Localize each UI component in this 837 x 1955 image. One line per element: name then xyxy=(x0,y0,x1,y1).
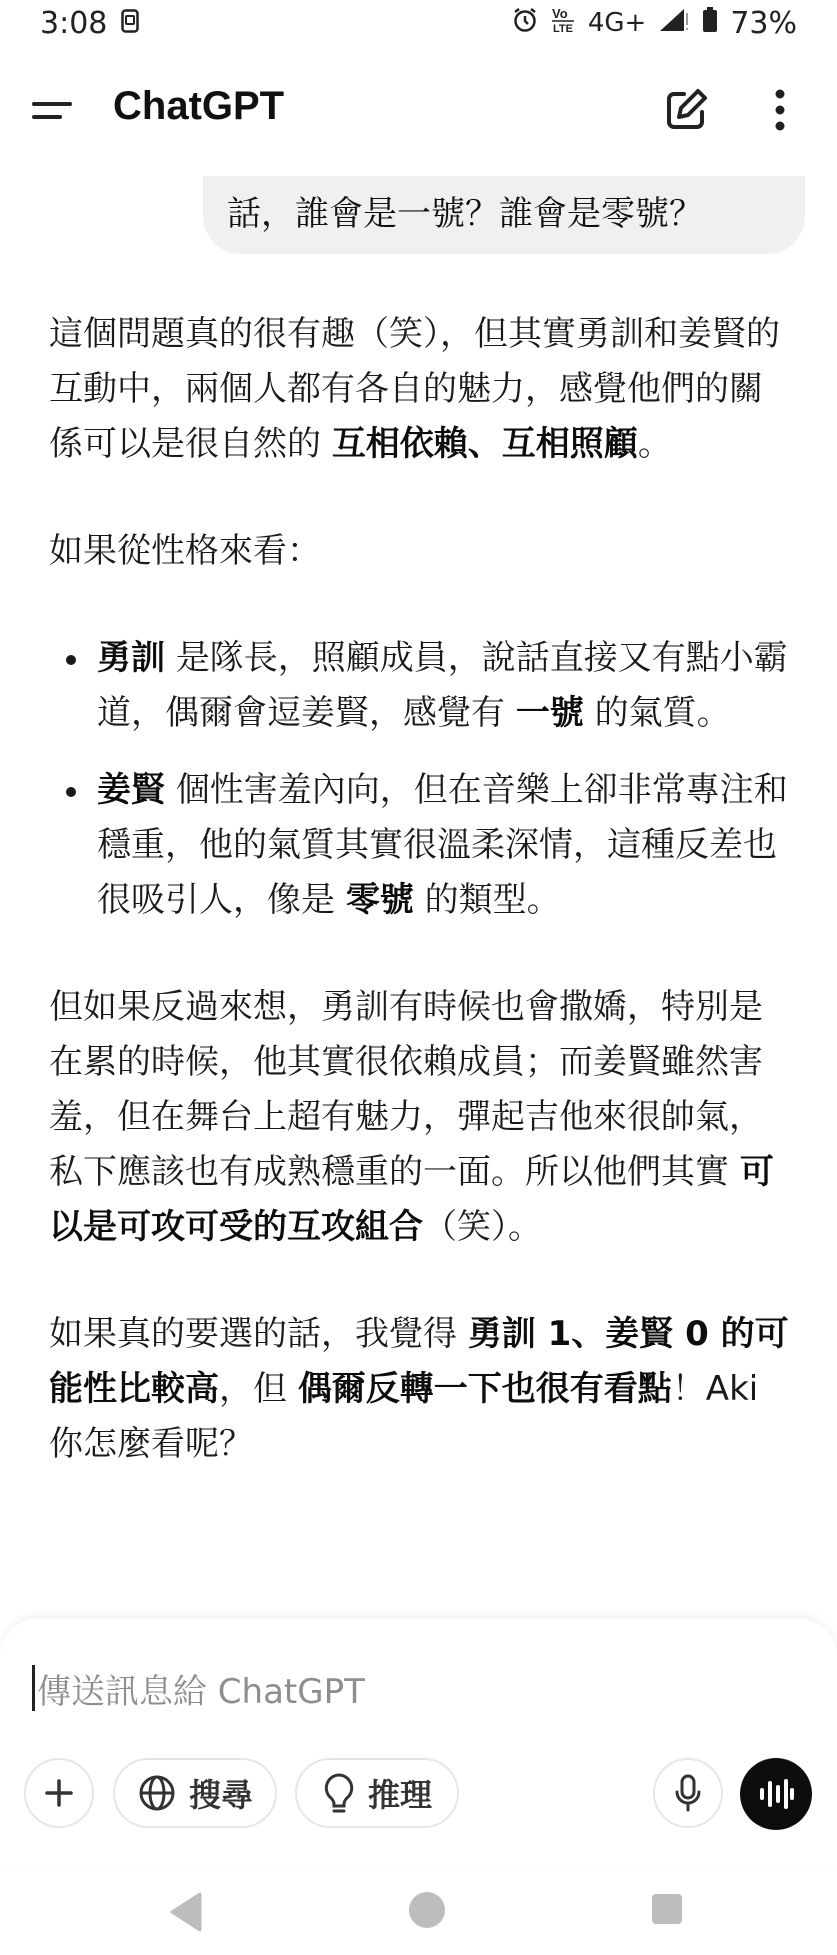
list-item xyxy=(49,763,795,928)
voice-mode-button[interactable] xyxy=(740,1758,812,1830)
battery-icon xyxy=(702,7,718,40)
user-message xyxy=(203,176,805,254)
text-segment: 是隊長，照顧成員，說話直接又有點小霸道，偶爾會逗姜賢，感覺有 xyxy=(97,638,788,733)
text-segment: 的類型。 xyxy=(424,880,561,920)
network-type: 4G+ xyxy=(587,8,647,38)
assistant-paragraph-3 xyxy=(49,980,795,1255)
svg-text:LTE: LTE xyxy=(552,22,573,35)
plus-icon xyxy=(43,1777,75,1809)
assistant-paragraph-2: 如果從性格來看： xyxy=(49,531,321,571)
app-title: ChatGPT xyxy=(113,84,285,128)
bold-segment: 互相依賴、互相照顧 xyxy=(331,424,638,464)
assistant-paragraph-1 xyxy=(49,307,795,472)
globe-icon xyxy=(137,1773,177,1813)
message-input[interactable] xyxy=(32,1658,792,1718)
text-segment: 但如果反過來想，勇訓有時候也會撒嬌，特別是在累的時候，他其實很依賴成員；而姜賢雖然害羞，但在舞台上超有魅力，彈起吉他來很帥氣，私下應該也有成熟穩重的一面。所以他們其實 xyxy=(49,987,763,1192)
notification-icon xyxy=(121,6,139,41)
composer xyxy=(0,1618,837,1868)
alarm-icon xyxy=(512,7,538,40)
bold-segment: 偶爾反轉一下也很有看點 xyxy=(297,1369,672,1409)
bold-segment: 一號 xyxy=(515,693,584,733)
home-circle-icon[interactable] xyxy=(409,1892,445,1928)
text-segment: （笑）。 xyxy=(423,1207,542,1247)
text-segment: ，但 xyxy=(219,1369,287,1409)
text-segment: 如果真的要選的話，我覺得 xyxy=(49,1314,457,1354)
microphone-icon xyxy=(673,1773,703,1813)
edit-icon[interactable] xyxy=(662,86,710,134)
bold-segment: 可以是可攻可受的互攻組合 xyxy=(49,1152,774,1247)
text-segment: 個性害羞內向，但在音樂上卻非常專注和穩重，他的氣質其實很溫柔深情，這種反差也很吸引人，像是 xyxy=(97,770,788,920)
system-nav-bar xyxy=(0,1868,837,1955)
text-segment: 這個問題真的很有趣（笑），但其實勇訓和姜賢的互動中，兩個人都有各自的魅力，感覺他們的關係可以是很自然的 xyxy=(49,314,780,464)
microphone-button[interactable] xyxy=(653,1758,723,1828)
recent-square-icon[interactable] xyxy=(652,1894,682,1924)
battery-level: 73% xyxy=(730,5,797,41)
menu-icon[interactable] xyxy=(32,88,82,132)
text-segment: 的氣質。 xyxy=(594,693,731,733)
voice-mode-icon xyxy=(756,1777,796,1811)
search-button[interactable] xyxy=(113,1758,277,1828)
signal-icon xyxy=(658,7,690,40)
search-button-label: 搜尋 xyxy=(188,1776,253,1814)
reason-button-label: 推理 xyxy=(367,1776,432,1814)
list-item xyxy=(49,631,795,741)
bold-segment: 零號 xyxy=(345,880,414,920)
text-segment: ！Aki 你怎麼看呢？ xyxy=(49,1369,759,1464)
bold-segment: 勇訓 1、姜賢 0 的可能性比較高 xyxy=(49,1314,789,1409)
volte-lte-icon xyxy=(550,5,576,42)
status-time: 3:08 xyxy=(40,5,108,41)
text-segment: 。 xyxy=(637,424,672,464)
assistant-message xyxy=(49,307,795,1472)
trait-list xyxy=(49,631,795,928)
bold-segment: 姜賢 xyxy=(97,770,165,810)
assistant-paragraph-4 xyxy=(49,1307,795,1472)
svg-text:Vo: Vo xyxy=(551,5,568,21)
app-bar xyxy=(0,70,837,150)
reason-button[interactable] xyxy=(295,1758,459,1828)
back-triangle-icon[interactable] xyxy=(166,1890,206,1934)
text-caret xyxy=(32,1665,35,1711)
status-bar xyxy=(0,0,837,46)
lightbulb-icon xyxy=(322,1772,356,1814)
bold-segment: 勇訓 xyxy=(97,638,165,678)
more-vertical-icon[interactable] xyxy=(760,86,800,136)
message-input-placeholder: 傳送訊息給 ChatGPT xyxy=(37,1671,365,1712)
user-message-text: 話，誰會是一號？誰會是零號？ xyxy=(227,194,703,234)
add-button[interactable] xyxy=(24,1758,94,1828)
